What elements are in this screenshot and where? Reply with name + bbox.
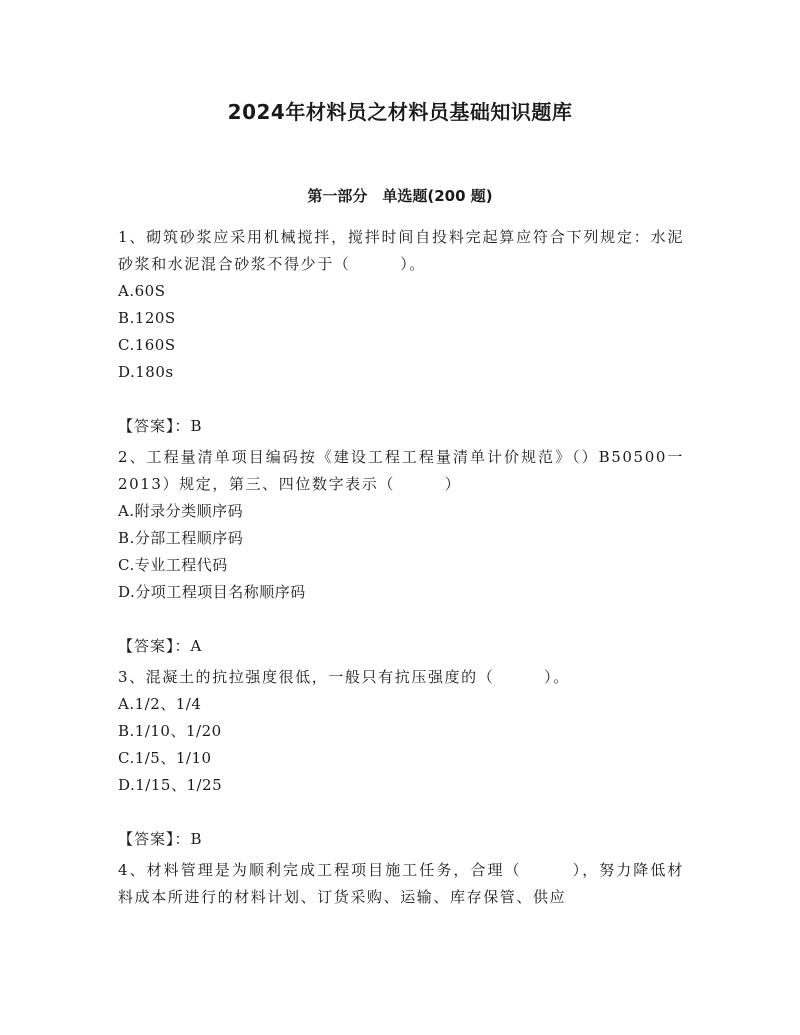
option-d: D.180s	[118, 363, 174, 381]
question-item	[118, 444, 684, 664]
answer-line	[118, 826, 684, 853]
answer-label: 【答案】：	[118, 417, 191, 435]
option-b: B.1/10、1/20	[118, 722, 222, 740]
question-item	[118, 224, 684, 444]
document-title: 2024年材料员之材料员基础知识题库	[227, 100, 573, 124]
question-list	[118, 224, 684, 911]
question-item	[118, 664, 684, 857]
option-c: C.专业工程代码	[118, 556, 228, 574]
answer-line	[118, 633, 684, 660]
answer-value: B	[190, 417, 203, 435]
section-heading: 第一部分 单选题(200 题)	[307, 187, 493, 205]
question-text: 4、材料管理是为顺利完成工程项目施工任务，合理（ ），努力降低材料成本所进行的材料计划、订货采购、运输、库存保管、供应	[118, 861, 684, 906]
option-d: D.分项工程项目名称顺序码	[118, 583, 306, 601]
option-a: A.附录分类顺序码	[118, 502, 244, 520]
question-text: 3、混凝土的抗拉强度很低，一般只有抗压强度的（ ）。	[118, 668, 570, 686]
option-a: A.60S	[118, 282, 166, 300]
answer-label: 【答案】：	[118, 637, 191, 655]
option-c: C.1/5、1/10	[118, 749, 212, 767]
question-text: 1、砌筑砂浆应采用机械搅拌，搅拌时间自投料完起算应符合下列规定：水泥砂浆和水泥混合砂浆不得少于（ ）。	[118, 228, 684, 273]
question-text: 2、工程量清单项目编码按《建设工程工程量清单计价规范》（）B50500一2013）规定，第三、四位数字表示（ ）	[118, 448, 684, 493]
option-d: D.1/15、1/25	[118, 776, 223, 794]
question-item	[118, 857, 684, 911]
option-b: B.120S	[118, 309, 176, 327]
answer-line	[118, 413, 684, 440]
option-a: A.1/2、1/4	[118, 695, 202, 713]
answer-value: B	[190, 830, 203, 848]
option-c: C.160S	[118, 336, 176, 354]
answer-label: 【答案】：	[118, 830, 191, 848]
option-b: B.分部工程顺序码	[118, 529, 244, 547]
answer-value: A	[190, 637, 203, 655]
